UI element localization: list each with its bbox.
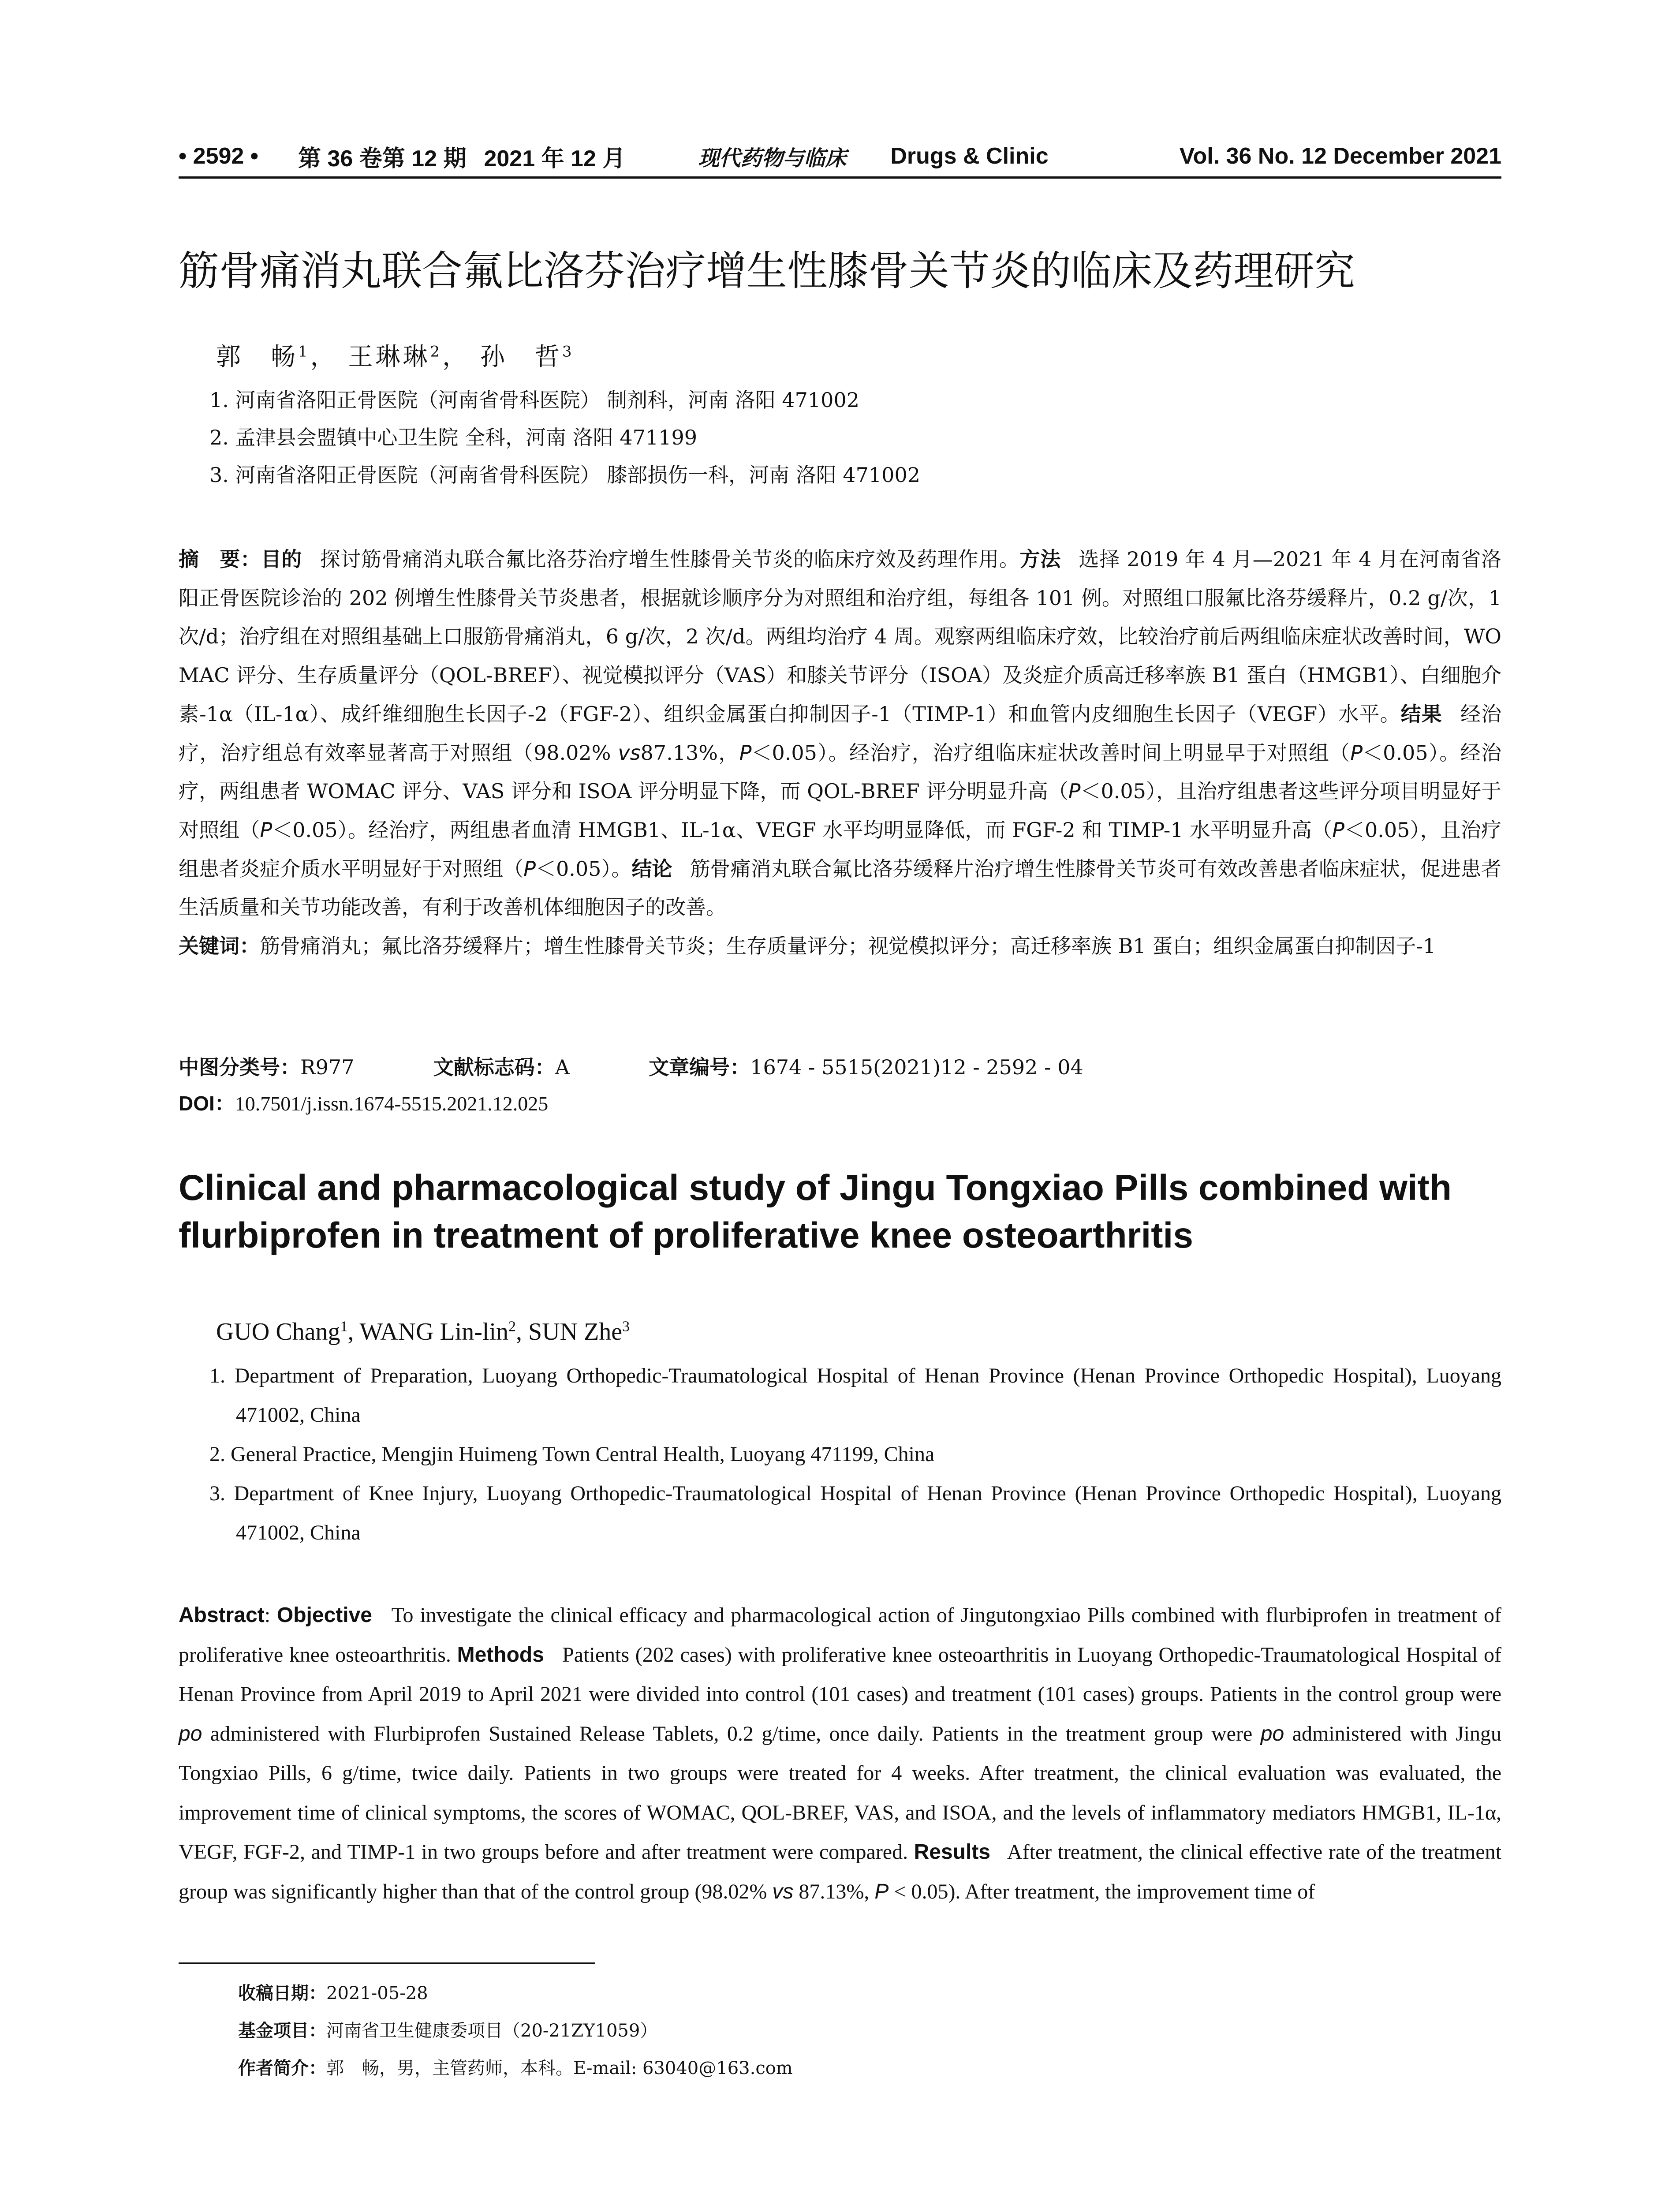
doi-value[interactable]: 10.7501/j.issn.1674-5515.2021.12.025 — [235, 1092, 549, 1115]
author-bio-note — [238, 2050, 793, 2087]
clc-value: R977 — [300, 1055, 355, 1079]
author-cn-sup: 1 — [298, 343, 310, 361]
results-text-cn: 经治疗，治疗组总有效率显著高于对照组（98.02% — [179, 702, 1502, 765]
affiliation-cn: 2. 孟津县会盟镇中心卫生院 全科，河南 洛阳 471199 — [209, 426, 697, 449]
affiliation-en: 2. General Practice, Mengjin Huimeng Town Central Health, Luoyang 471199, China — [209, 1443, 935, 1466]
author-cn: 王琳琳 — [348, 343, 430, 371]
doc-code-value: A — [555, 1055, 570, 1079]
objective-label-en: Objective — [276, 1603, 372, 1627]
conclusion-text-cn: 筋骨痛消丸联合氟比洛芬缓释片治疗增生性膝骨关节炎可有效改善患者临床症状，促进患者生活质量和关节功能改善，有利于改善机体细胞因子的改善。 — [179, 856, 1502, 919]
results-label-cn: 结果 — [1400, 702, 1442, 726]
keywords-label-cn: 关键词： — [179, 934, 260, 958]
p-italic: P — [260, 818, 273, 842]
footnotes — [238, 1975, 793, 2087]
classification-line — [179, 1050, 1083, 1085]
author-separator: , — [516, 1318, 529, 1345]
results-label-en: Results — [914, 1840, 990, 1864]
methods-text-cn: 选择 2019 年 4 月—2021 年 4 月在河南省洛阳正骨医院诊治的 202 例增生性膝骨关节炎患者，根据就诊顺序分为对照组和治疗组，每组各 101 例。对照组口服氟比洛芬缓释片，0.2 g/次，1 次/d；治疗组在对照组基础上口服筋骨痛消丸，6 g/次，2 次/d。两组均治疗 4 周。观察两组临床疗效，比较治疗前后两组临床症状改善时间，WOMAC 评分、生存质量评分（QOL-BREF）、视觉模拟评分（VAS）和膝关节评分（ISOA）及炎症介质高迁移率族 B1 蛋白（HMGB1）、白细胞介素-1α（IL-1α）、成纤维细胞生长因子-2（FGF-2）、组织金属蛋白抑制因子-1（TIMP-1）和血管内皮细胞生长因子（VEGF）水平。 — [179, 547, 1502, 726]
results-text-en: 87.13%, — [799, 1880, 870, 1903]
doi-label: DOI： — [179, 1092, 235, 1115]
objective-label-cn: 目的 — [261, 547, 302, 571]
journal-name-cn: 现代药物与临床 — [698, 146, 847, 171]
author-cn-sup: 2 — [430, 343, 443, 361]
author-separator: , — [347, 1318, 360, 1345]
issue-cn: 第 36 卷第 12 期 — [298, 146, 467, 172]
abstract-label-en: Abstract — [179, 1603, 265, 1627]
date-cn: 2021 年 12 月 — [484, 146, 626, 172]
abstract-cn — [179, 540, 1501, 966]
affiliations-cn — [209, 381, 1501, 494]
methods-label-cn: 方法 — [1019, 547, 1061, 571]
fund-label: 基金项目： — [238, 2021, 326, 2041]
journal-name-en: Drugs & Clinic — [890, 143, 1049, 169]
affiliations-en — [209, 1356, 1501, 1552]
affiliation-en: 1. Department of Preparation, Luoyang Orthopedic-Traumatological Hospital of Henan Province (Henan Province Orthopedic Hospital), Luoyang 471002, China — [209, 1364, 1501, 1427]
results-text-en: After treatment, the clinical effective rate of the treatment group was significantly higher than that of the control group (98.02% — [179, 1840, 1502, 1903]
results-text-cn: ＜0.05），且治疗组患者这些评分项目明显好于对照组（ — [179, 779, 1501, 842]
vs-italic: vs — [772, 1880, 794, 1903]
p-italic: P — [739, 740, 752, 765]
abstract-en — [179, 1596, 1501, 1911]
results-text-cn: ＜0.05）。 — [535, 856, 632, 881]
methods-text-en: administered with Flurbiprofen Sustained Release Tablets, 0.2 g/time, once daily. Patients in the treatment group were — [210, 1722, 1253, 1745]
keywords-cn: 筋骨痛消丸；氟比洛芬缓释片；增生性膝骨关节炎；生存质量评分；视觉模拟评分；高迁移率族 B1 蛋白；组织金属蛋白抑制因子-1 — [260, 934, 1436, 958]
objective-text-en: To investigate the clinical efficacy and pharmacological action of Jingutongxiao Pills combined with flurbiprofen in treatment of proliferative knee osteoarthritis. — [179, 1603, 1501, 1667]
article-no-value: 1674 - 5515(2021)12 - 2592 - 04 — [750, 1055, 1083, 1079]
author-cn: 郭 畅 — [216, 343, 298, 371]
abstract-colon: : — [264, 1603, 277, 1627]
author-en: SUN Zhe — [528, 1318, 623, 1345]
paper-title-en: Clinical and pharmacological study of Jingu Tongxiao Pills combined with flurbiprofen in treatment of proliferative knee osteoarthritis — [179, 1168, 1452, 1256]
abstract-label-cn: 摘 要： — [179, 547, 261, 571]
doc-code-label: 文献标志码： — [433, 1055, 555, 1079]
p-italic: P — [1350, 740, 1363, 765]
author-bio-value: 郭 畅，男，主管药师，本科。E-mail: 63040@163.com — [326, 2058, 793, 2078]
objective-text-cn: 探讨筋骨痛消丸联合氟比洛芬治疗增生性膝骨关节炎的临床疗效及药理作用。 — [320, 547, 1020, 571]
page-number: • 2592 • — [179, 143, 258, 169]
p-italic: P — [523, 856, 536, 881]
vs-italic: vs — [618, 740, 641, 765]
po-italic: po — [1260, 1722, 1284, 1745]
doi-line — [179, 1086, 548, 1121]
fund-note — [238, 2012, 793, 2050]
affiliation-cn: 3. 河南省洛阳正骨医院（河南省骨科医院） 膝部损伤一科，河南 洛阳 471002 — [209, 463, 920, 487]
p-italic: P — [1068, 779, 1081, 804]
authors-cn: 郭 畅$^1$， 王琳琳$^2$， 孙 哲$^3$ — [216, 343, 575, 371]
authors-en — [216, 1314, 630, 1349]
author-cn-sup: 3 — [562, 343, 575, 361]
affiliation-cn: 1. 河南省洛阳正骨医院（河南省骨科医院） 制剂科，河南 洛阳 471002 — [209, 388, 859, 412]
header-rule — [179, 176, 1501, 179]
results-text-cn: ＜0.05）。经治疗，治疗组临床症状改善时间上明显早于对照组（ — [751, 740, 1351, 765]
author-bio-label: 作者简介： — [238, 2058, 326, 2078]
affiliation-en: 3. Department of Knee Injury, Luoyang Orthopedic-Traumatological Hospital of Henan Province (Henan Province Orthopedic Hospital), Luoyang 471002, China — [209, 1482, 1501, 1544]
clc-label: 中图分类号： — [179, 1055, 300, 1079]
p-italic: P — [874, 1880, 889, 1903]
article-no-label: 文章编号： — [649, 1055, 750, 1079]
issue-en: Vol. 36 No. 12 December 2021 — [1179, 143, 1501, 169]
running-header — [179, 140, 1501, 172]
results-text-cn: ＜0.05）。经治疗，两组患者 WOMAC 评分、VAS 评分和 ISOA 评分明显下降，而 QOL-BREF 评分明显升高（ — [179, 740, 1502, 804]
author-en: WANG Lin-lin — [359, 1318, 509, 1345]
p-italic: P — [1332, 818, 1344, 842]
results-text-cn: 87.13%， — [640, 740, 739, 765]
po-italic: po — [179, 1722, 202, 1745]
footnote-rule — [179, 1962, 595, 1964]
author-en: GUO Chang — [216, 1318, 340, 1345]
paper-title-cn: 筋骨痛消丸联合氟比洛芬治疗增生性膝骨关节炎的临床及药理研究 — [179, 247, 1355, 295]
received-value: 2021-05-28 — [326, 1983, 428, 2003]
author-en-sup: 3 — [622, 1318, 630, 1335]
results-text-cn: ＜0.05）。经治疗，两组患者血清 HMGB1、IL-1α、VEGF 水平均明显降低，而 FGF-2 和 TIMP-1 水平明显升高（ — [272, 818, 1333, 842]
author-cn: 孙 哲 — [480, 343, 562, 371]
results-text-cn: ＜0.05），且治疗组患者炎症介质水平明显好于对照组（ — [179, 818, 1502, 881]
conclusion-label-cn: 结论 — [631, 856, 672, 881]
author-en-sup: 2 — [508, 1318, 516, 1335]
methods-label-en: Methods — [457, 1643, 544, 1667]
results-text-en: < 0.05). After treatment, the improvement time of — [894, 1880, 1315, 1903]
received-date-note — [238, 1975, 793, 2012]
received-label: 收稿日期： — [238, 1983, 326, 2003]
fund-value: 河南省卫生健康委项目（20-21ZY1059） — [326, 2021, 658, 2041]
author-en-sup: 1 — [340, 1318, 348, 1335]
methods-text-en: administered with Jingu Tongxiao Pills, 6 g/time, twice daily. Patients in two groups were treated for 4 weeks. After treatment, the clinical evaluation was evaluated, the improvement time of clinical symptoms, the scores of WOMAC, QOL-BREF, VAS, and ISOA, and the levels of inflammatory mediators HMGB1, IL-1α, VEGF, FGF-2, and TIMP-1 in two groups before and after treatment were compared. — [179, 1722, 1502, 1864]
methods-text-en: Patients (202 cases) with proliferative knee osteoarthritis in Luoyang Orthopedic-Traumatological Hospital of Henan Province from April 2019 to April 2021 were divided into control (101 cases) and treatment (101 cases) groups. Patients in the control group were — [179, 1643, 1502, 1706]
